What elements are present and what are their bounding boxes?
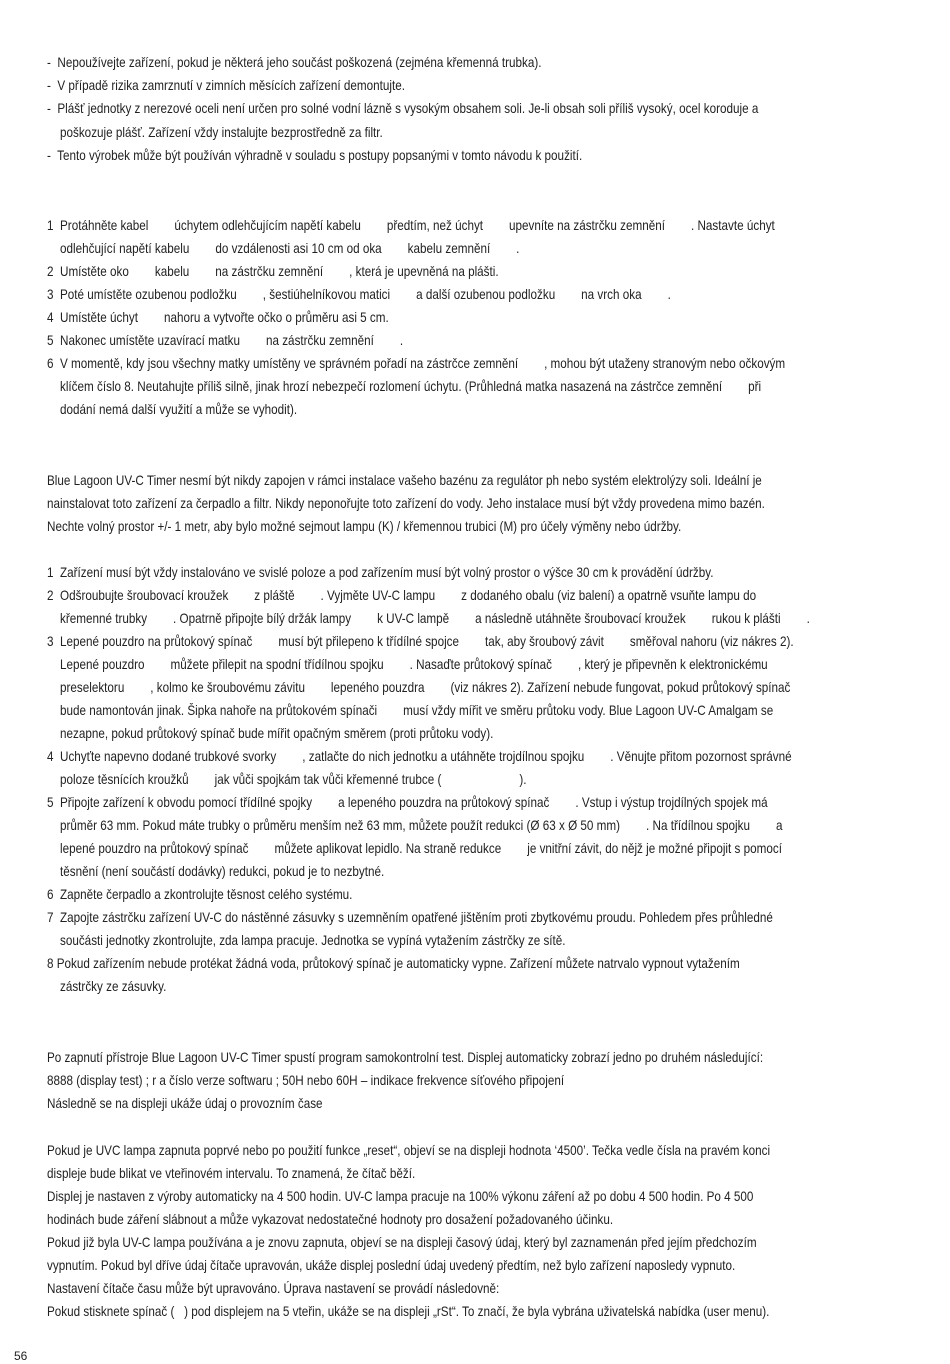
page-number: 56 xyxy=(14,1349,28,1363)
installation-line: nezapne, pokud průtokový spínač bude mířit opačným směrem (proti průtoku vody). xyxy=(47,726,494,741)
installation-line: 7 Zapojte zástrčku zařízení UV-C do nástěnné zásuvky s uzemněním opatřené jištěním proti zbytkovému proudu. Pohledem přes průhledné xyxy=(47,910,773,925)
installation-line: 1 Zařízení musí být vždy instalováno ve svislé poloze a pod zařízením musí být volný prostor o výšce 30 cm k provádění údržby. xyxy=(47,565,714,580)
counter-line: Nastavení čítače času může být upravováno. Úprava nastavení se provádí následovně: xyxy=(47,1281,500,1296)
installation-line: preselektoru , kolmo ke šroubovému závitu lepeného pouzdra (viz nákres 2). Zařízení nebude fungovat, pokud průtokový spínač xyxy=(47,680,791,695)
warnings-line: - V případě rizika zamrznutí v zimních měsících zařízení demontujte. xyxy=(47,78,406,94)
startup-line: Po zapnutí přístroje Blue Lagoon UV-C Timer spustí program samokontrolní test. Displej automaticky zobrazí jedno po druhém následující: xyxy=(47,1050,764,1065)
counter-line: Pokud již byla UV-C lampa používána a je znovu zapnuta, objeví se na displeji časový údaj, který byl zaznamenán před jejím předchozím xyxy=(47,1235,757,1250)
startup-line: Následně se na displeji ukáže údaj o provozním čase xyxy=(47,1096,323,1111)
assembly-line: 3 Poté umístěte ozubenou podložku , šestiúhelníkovou matici a další ozubenou podložku na vrch oka . xyxy=(47,287,671,302)
installation-line: 2 Odšroubujte šroubovací kroužek z pláště . Vyjměte UV-C lampu z dodaného obalu (viz balení) a opatrně vsuňte lampu do xyxy=(47,588,757,603)
installation-line: 4 Uchyťte napevno dodané trubkové svorky , zatlačte do nich jednotku a utáhněte trojdílnou spojku . Věnujte přitom pozornost správné xyxy=(47,749,792,764)
counter-line: Displej je nastaven z výroby automaticky na 4 500 hodin. UV-C lampa pracuje na 100% výkonu záření až po dobu 4 500 hodin. Po 4 500 xyxy=(47,1189,754,1204)
warnings-line: - Nepoužívejte zařízení, pokud je některá jeho součást poškozená (zejména křemenná trubka). xyxy=(47,55,542,70)
installation-line: 3 Lepené pouzdro na průtokový spínač musí být přilepeno k třídílné spojce tak, aby šroubový závit směřoval nahoru (viz nákres 2). xyxy=(47,634,794,649)
installation-line: Lepené pouzdro můžete přilepit na spodní třídílnou spojku . Nasaďte průtokový spínač , který je připevněn k elektronickému xyxy=(47,657,768,672)
installation-line: lepené pouzdro na průtokový spínač můžete aplikovat lepidlo. Na straně redukce je vnitřní závit, do nějž je možné připojit s pomocí xyxy=(47,841,782,856)
warnings-line: - Plášť jednotky z nerezové oceli není určen pro solné vodní lázně s vysokým obsahem soli. Je-li obsah soli příliš vysoký, ocel koroduje a xyxy=(47,101,759,117)
installation-line: zástrčky ze zásuvky. xyxy=(47,979,167,994)
installation-line: 6 Zapněte čerpadlo a zkontrolujte těsnost celého systému. xyxy=(47,887,353,902)
placement-line: nainstalovat toto zařízení za čerpadlo a filtr. Nikdy neponořujte toto zařízení do vody. Jeho instalace musí být vždy provedena mimo bazén. xyxy=(47,496,765,511)
placement-line: Blue Lagoon UV-C Timer nesmí být nikdy zapojen v rámci instalace vašeho bazénu za regulátor ph nebo systém elektrolýzy soli. Ideální je xyxy=(47,473,762,488)
assembly-line: 1 Protáhněte kabel úchytem odlehčujícím napětí kabelu předtím, než úchyt upevníte na zástrčku zemnění . Nastavte úchyt xyxy=(47,218,775,233)
installation-line: křemenné trubky . Opatrně připojte bílý držák lampy k UV-C lampě a následně utáhněte šroubovací kroužek rukou k plášti . xyxy=(47,611,810,626)
assembly-line: odlehčující napětí kabelu do vzdálenosti asi 10 cm od oka kabelu zemnění . xyxy=(47,241,520,256)
installation-line: průměr 63 mm. Pokud máte trubky o průměru menším než 63 mm, můžete použít redukci (Ø 63 x Ø 50 mm) . Na třídílnou spojku a xyxy=(47,818,783,833)
assembly-line: 2 Umístěte oko kabelu na zástrčku zemnění , která je upevněná na plášti. xyxy=(47,264,499,279)
assembly-line: dodání nemá další využití a může se vyhodit). xyxy=(47,402,298,417)
installation-line: součásti jednotky zkontrolujte, zda lampa pracuje. Jednotka se vypíná vytažením zástrčky ze sítě. xyxy=(47,933,566,948)
assembly-line: 6 V momentě, kdy jsou všechny matky umístěny ve správném pořadí na zástrčce zemnění , mohou být utaženy stranovým nebo očkovým xyxy=(47,356,786,371)
installation-line: 8 Pokud zařízením nebude protékat žádná voda, průtokový spínač je automaticky vypne. Zařízení můžete natrvalo vypnout vytažením xyxy=(47,956,740,971)
counter-line: Pokud je UVC lampa zapnuta poprvé nebo po použití funkce „reset“, objeví se na displeji hodnota ‘4500’. Tečka vedle čísla na pravém konci xyxy=(47,1143,771,1158)
installation-line: těsnění (není součástí dodávky) redukci, pokud je to nezbytné. xyxy=(47,864,385,879)
assembly-line: klíčem číslo 8. Neutahujte příliš silně, jinak hrozí nebezpečí rozlomení úchytu. (Průhledná matka nasazená na zástrčce zemnění při xyxy=(47,379,762,394)
warnings-line: - Tento výrobek může být používán výhradně v souladu s postupy popsanými v tomto návodu k použití. xyxy=(47,147,583,163)
placement-line: Nechte volný prostor +/- 1 metr, aby bylo možné sejmout lampu (K) / křemennou trubici (M) pro účely výměny nebo údržby. xyxy=(47,519,682,534)
counter-line: hodinách bude záření slábnout a může vykazovat nedostatečné hodnoty pro dosažení požadovaného účinku. xyxy=(47,1212,614,1227)
counter-line: displeje bude blikat ve vteřinovém intervalu. To znamená, že čítač běží. xyxy=(47,1166,416,1181)
assembly-line: 5 Nakonec umístěte uzavírací matku na zástrčku zemnění . xyxy=(47,333,404,348)
startup-line: 8888 (display test) ; r a číslo verze softwaru ; 50H nebo 60H – indikace frekvence síťového připojení xyxy=(47,1073,565,1088)
warnings-line: poškozuje plášť. Zařízení vždy instalujte bezprostředně za filtr. xyxy=(47,124,383,140)
assembly-line: 4 Umístěte úchyt nahoru a vytvořte očko o průměru asi 5 cm. xyxy=(47,310,389,325)
installation-line: poloze těsnících kroužků jak vůči spojkám tak vůči křemenné trubce ( ). xyxy=(47,772,527,787)
installation-line: 5 Připojte zařízení k obvodu pomocí třídílné spojky a lepeného pouzdra na průtokový spínač . Vstup i výstup trojdílných spojek má xyxy=(47,795,768,810)
counter-line: Pokud stisknete spínač ( ) pod displejem na 5 vteřin, ukáže se na displeji „rSt“. To značí, že byla vybrána uživatelská nabídka (user menu). xyxy=(47,1304,770,1319)
installation-line: bude namontován jinak. Šipka nahoře na průtokovém spínači musí vždy mířit ve směru průtoku vody. Blue Lagoon UV-C Amalgam se xyxy=(47,703,774,718)
counter-line: vypnutím. Pokud byl dříve údaj čítače upravován, ukáže displej poslední údaj uvedený předtím, než bylo zařízení naposledy vypnuto. xyxy=(47,1258,736,1273)
